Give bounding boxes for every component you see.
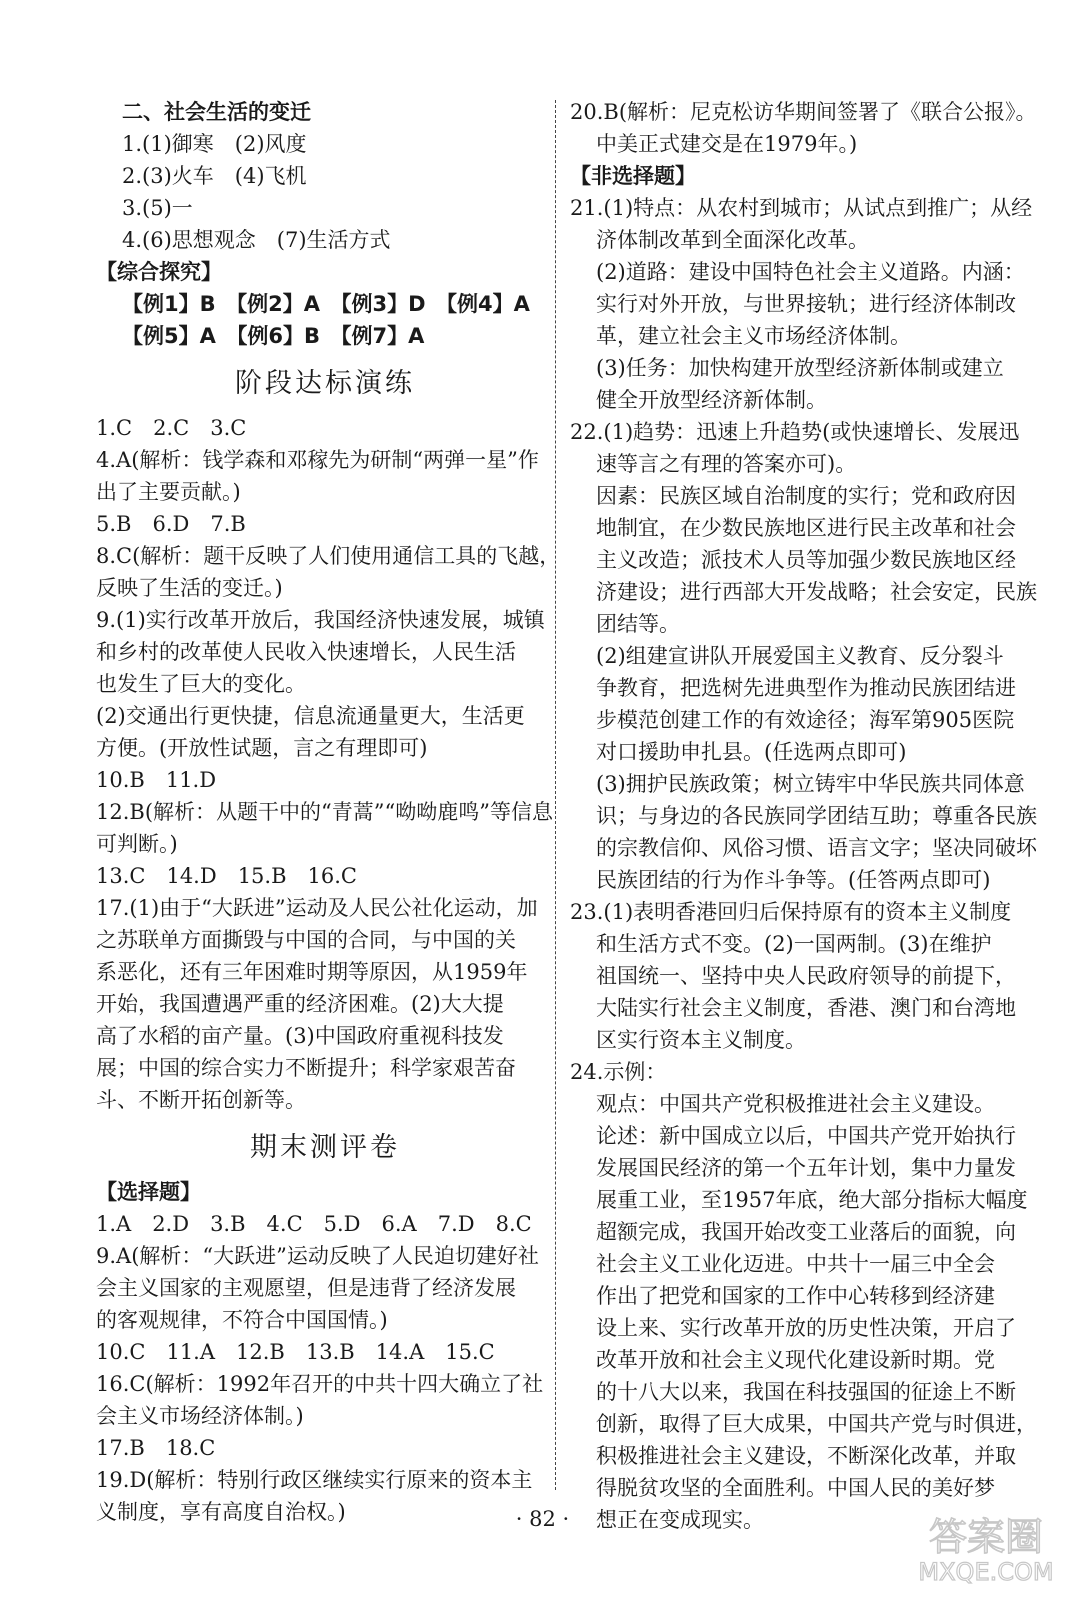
- answer-line: 社会主义工业化迈进。中共十一届三中全会: [596, 1252, 995, 1276]
- answer-line: 方便。(开放性试题，言之有理即可): [96, 736, 428, 760]
- answer-line: 济体制改革到全面深化改革。: [596, 228, 869, 252]
- answer-line: 展重工业，至1957年底，绝大部分指标大幅度: [596, 1188, 1028, 1212]
- answer-line: 的客观规律，不符合中国国情。): [96, 1308, 388, 1332]
- answer-line: 识；与身边的各民族同学团结互助；尊重各民族: [596, 804, 1037, 828]
- answer-line: 16.C(解析：1992年召开的中共十四大确立了社: [96, 1372, 544, 1396]
- answer-line: 4.(6)思想观念 (7)生活方式: [122, 228, 391, 252]
- answer-line: 会主义市场经济体制。): [96, 1404, 304, 1428]
- answer-line: 1.(1)御寒 (2)风度: [122, 132, 307, 156]
- answer-line: (3)任务：加快构建开放型经济新体制或建立: [596, 356, 1004, 380]
- answer-line: 民族团结的行为作斗争等。(任答两点即可): [596, 868, 991, 892]
- answer-line: 积极推进社会主义建设，不断深化改革，并取: [596, 1444, 1016, 1468]
- answer-line: 8.C(解析：题干反映了人们使用通信工具的飞越，: [96, 544, 561, 568]
- answer-line: 想正在变成现实。: [596, 1508, 764, 1532]
- answer-line: (2)交通出行更快捷，信息流通量更大，生活更: [96, 704, 525, 728]
- answer-line: 因素：民族区域自治制度的实行；党和政府因: [596, 484, 1016, 508]
- answer-line: 和生活方式不变。(2)一国两制。(3)在维护: [596, 932, 992, 956]
- answer-line: 开始，我国遭遇严重的经济困难。(2)大大提: [96, 992, 504, 1016]
- stage-title: 阶段达标演练: [235, 368, 415, 399]
- answer-line: 创新，取得了巨大成果，中国共产党与时俱进，: [596, 1412, 1037, 1436]
- right-column: [570, 96, 1037, 1536]
- answer-line: 设上来、实行改革开放的历史性决策，开启了: [596, 1316, 1016, 1340]
- final-title: 期末测评卷: [250, 1132, 400, 1163]
- answer-line: 17.(1)由于“大跃进”运动及人民公社化运动，加: [96, 896, 538, 920]
- answer-line: 3.(5)一: [122, 196, 193, 220]
- answer-line: 超额完成，我国开始改变工业落后的面貌，向: [596, 1220, 1016, 1244]
- watermark-logo: [901, 1506, 1071, 1588]
- answer-line: 反映了生活的变迁。): [96, 576, 283, 600]
- answer-line: 高了水稻的亩产量。(3)中国政府重视科技发: [96, 1024, 504, 1048]
- answer-line: 5.B 6.D 7.B: [96, 512, 246, 536]
- answer-line: 24.示例：: [570, 1060, 667, 1084]
- answer-line: 21.(1)特点：从农村到城市；从试点到推广；从经: [570, 196, 1033, 220]
- answer-line: 地制宜，在少数民族地区进行民主改革和社会: [596, 516, 1016, 540]
- answer-line: 论述：新中国成立以后，中国共产党开始执行: [596, 1124, 1016, 1148]
- answer-line: 得脱贫攻坚的全面胜利。中国人民的美好梦: [596, 1476, 995, 1500]
- answer-line: 展；中国的综合实力不断提升；科学家艰苦奋: [96, 1056, 516, 1080]
- answer-line: 1.C 2.C 3.C: [96, 416, 247, 440]
- answer-line: 争教育，把选树先进典型作为推动民族团结进: [596, 676, 1016, 700]
- answer-line: 和乡村的改革使人民收入快速增长，人民生活: [96, 640, 516, 664]
- watermark-bottom-text: MXQE.COM: [918, 1558, 1054, 1586]
- answer-line: 12.B(解析：从题干中的“青蒿”“呦呦鹿鸣”等信息: [96, 800, 553, 824]
- watermark-top-text: 答案圈: [928, 1515, 1044, 1559]
- explore-heading: 【综合探究】: [96, 260, 222, 284]
- choice-heading: 【选择题】: [96, 1180, 201, 1204]
- answer-line: 也发生了巨大的变化。: [96, 672, 306, 696]
- answer-line: 23.(1)表明香港回归后保持原有的资本主义制度: [570, 900, 1012, 924]
- answer-line: 健全开放型经济新体制。: [596, 388, 827, 412]
- answer-line: (2)道路：建设中国特色社会主义道路。内涵：: [596, 260, 1025, 284]
- left-column: [96, 96, 561, 1528]
- answer-line: 实行对外开放，与世界接轨；进行经济体制改: [596, 292, 1016, 316]
- answer-line: 1.A 2.D 3.B 4.C 5.D 6.A 7.D 8.C: [96, 1212, 532, 1236]
- page-number: · 82 ·: [515, 1507, 570, 1531]
- nonchoice-heading: 【非选择题】: [570, 164, 696, 188]
- example-line: 【例1】B 【例2】A 【例3】D 【例4】A: [122, 292, 530, 316]
- answer-line: 步模范创建工作的有效途径；海军第905医院: [596, 708, 1015, 732]
- answer-line: 济建设；进行西部大开发战略；社会安定，民族: [596, 580, 1037, 604]
- column-divider: [555, 100, 557, 1490]
- answer-line: 发展国民经济的第一个五年计划，集中力量发: [596, 1156, 1016, 1180]
- answer-line: (2)组建宣讲队开展爱国主义教育、反分裂斗: [596, 644, 1004, 668]
- answer-line: 20.B(解析：尼克松访华期间签署了《联合公报》。: [570, 100, 1037, 124]
- answer-line: 19.D(解析：特别行政区继续实行原来的资本主: [96, 1468, 533, 1492]
- answer-line: 中美正式建交是在1979年。): [596, 132, 858, 156]
- answer-line: 10.B 11.D: [96, 768, 217, 792]
- answer-line: 观点：中国共产党积极推进社会主义建设。: [596, 1092, 995, 1116]
- answer-line: 速等言之有理的答案亦可)。: [596, 452, 857, 476]
- answer-line: 主义改造；派技术人员等加强少数民族地区经: [596, 548, 1016, 572]
- answer-line: 会主义国家的主观愿望，但是违背了经济发展: [96, 1276, 516, 1300]
- answer-line: 9.(1)实行改革开放后，我国经济快速发展，城镇: [96, 608, 545, 632]
- answer-line: 2.(3)火车 (4)飞机: [122, 164, 307, 188]
- answer-line: 义制度，享有高度自治权。): [96, 1500, 346, 1524]
- answer-line: 22.(1)趋势：迅速上升趋势(或快速增长、发展迅: [570, 420, 1020, 444]
- answer-line: 出了主要贡献。): [96, 480, 241, 504]
- answer-line: 4.A(解析：钱学森和邓稼先为研制“两弹一星”作: [96, 448, 539, 472]
- answer-line: 17.B 18.C: [96, 1436, 216, 1460]
- answer-line: (3)拥护民族政策；树立铸牢中华民族共同体意: [596, 772, 1025, 796]
- answer-line: 祖国统一、坚持中央人民政府领导的前提下，: [596, 964, 1016, 988]
- answer-line: 改革开放和社会主义现代化建设新时期。党: [596, 1348, 995, 1372]
- answer-line: 团结等。: [596, 612, 680, 636]
- answer-line: 10.C 11.A 12.B 13.B 14.A 15.C: [96, 1340, 495, 1364]
- answer-line: 系恶化，还有三年困难时期等原因，从1959年: [96, 960, 528, 984]
- answer-line: 作出了把党和国家的工作中心转移到经济建: [596, 1284, 995, 1308]
- answer-line: 区实行资本主义制度。: [596, 1028, 806, 1052]
- answer-line: 的宗教信仰、风俗习惯、语言文字；坚决同破坏: [596, 836, 1037, 860]
- answer-line: 的十八大以来，我国在科技强国的征途上不断: [596, 1380, 1016, 1404]
- answer-line: 斗、不断开拓创新等。: [96, 1088, 306, 1112]
- answer-line: 9.A(解析：“大跃进”运动反映了人民迫切建好社: [96, 1244, 539, 1268]
- answer-line: 对口援助申扎县。(任选两点即可): [596, 740, 907, 764]
- answer-line: 革，建立社会主义市场经济体制。: [596, 324, 911, 348]
- answer-line: 可判断。): [96, 832, 178, 856]
- section-heading: 二、社会生活的变迁: [122, 100, 311, 124]
- answer-line: 之苏联单方面撕毁与中国的合同，与中国的关: [96, 928, 516, 952]
- example-line: 【例5】A 【例6】B 【例7】A: [122, 324, 425, 348]
- answer-line: 大陆实行社会主义制度，香港、澳门和台湾地: [596, 996, 1016, 1020]
- answer-line: 13.C 14.D 15.B 16.C: [96, 864, 357, 888]
